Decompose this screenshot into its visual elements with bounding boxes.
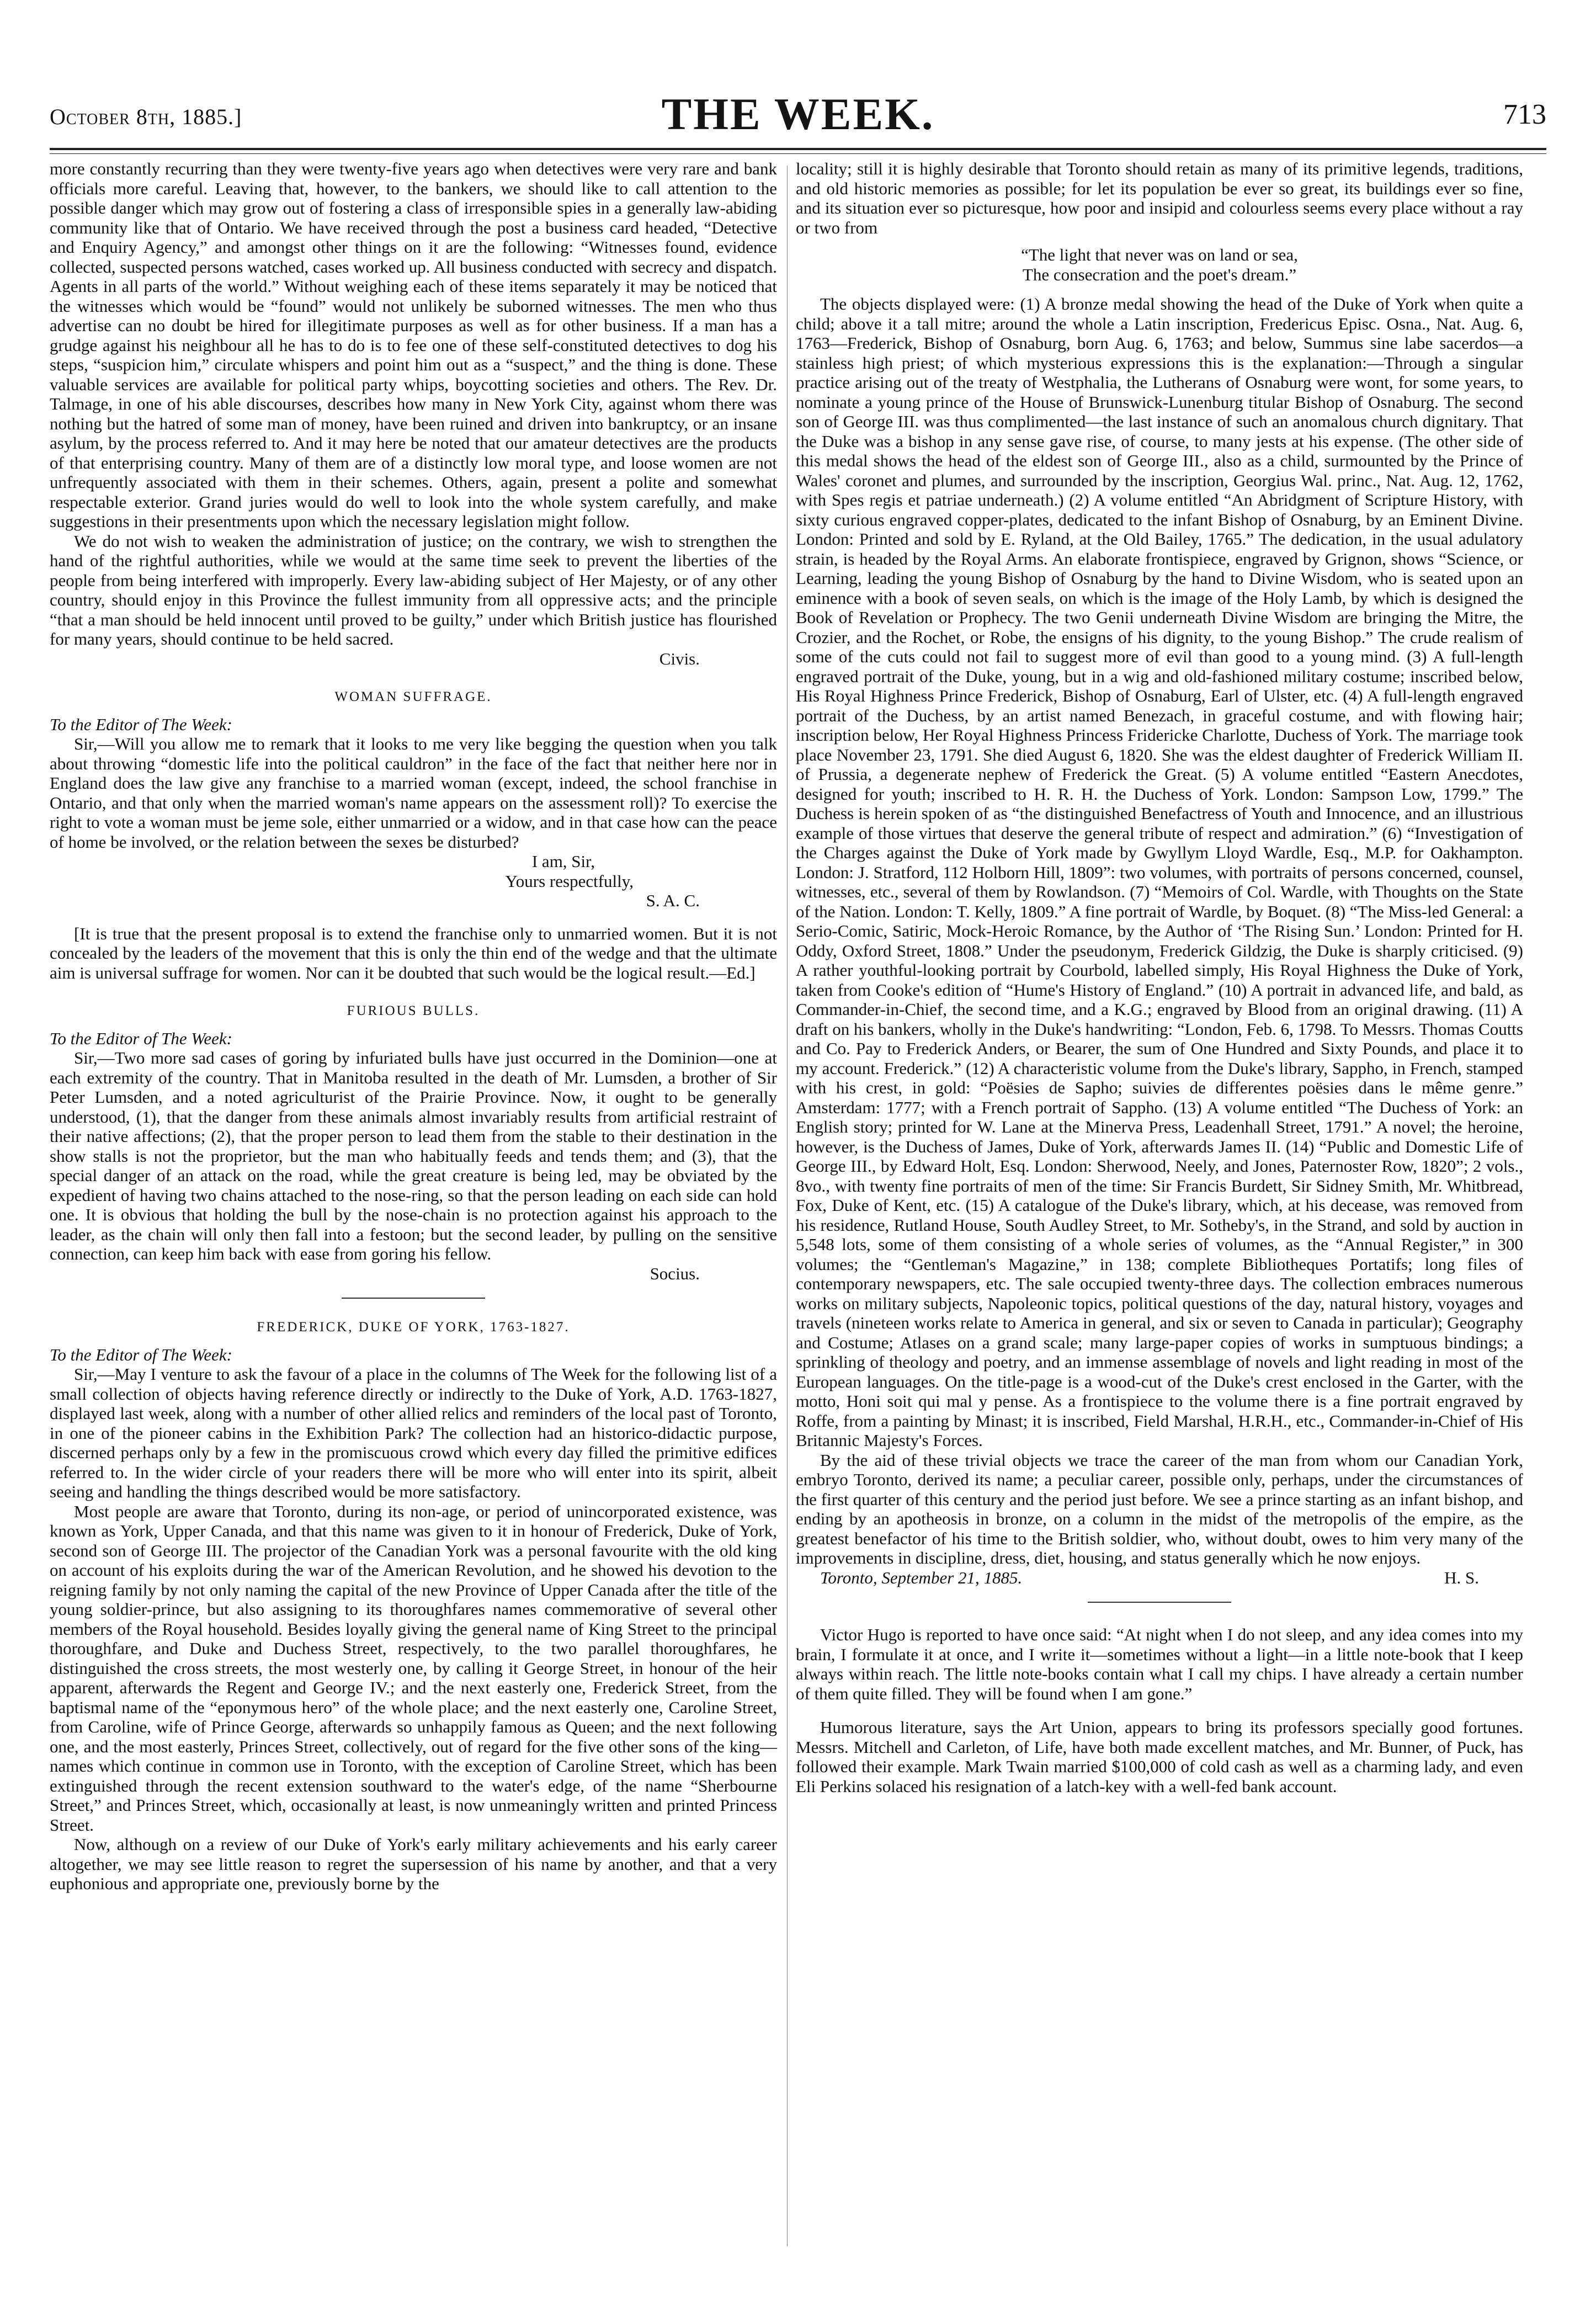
civis-paragraph-2: We do not wish to weaken the administration of justice; on the contrary, we wish to strengthen the hand of the rightful authorities, while we would at the same time seek to prevent the liberties of the people from being interfered with improperly. Every law-abiding subject of Her Majesty, or of any other country, should enjoy in this Province the fullest immunity from all oppressive acts; and the principle “that a man should be held innocent until proved to be guilty,” under which British justice has flourished for many years, should continue to be held sacred. xyxy=(50,531,777,649)
section-divider-right xyxy=(1088,1602,1231,1603)
humorous-literature-item: Humorous literature, says the Art Union, appears to bring its professors specially good fortunes. Messrs. Mitchell and Carleton, of Life, have both made excellent matches, and Mr. Bunner, of Puck, has followed their example. Mark Twain married $100,000 of cold cash as well as a charming lady, and even Eli Perkins solaced his resignation of a latch-key with a well-fed bank account. xyxy=(796,1718,1523,1796)
furious-bulls-signature: Socius. xyxy=(650,1263,700,1283)
civis-signature: Civis. xyxy=(659,649,700,668)
duke-of-york-signature: H. S. xyxy=(1444,1567,1479,1587)
issue-date: October 8th, 1885.] xyxy=(50,104,242,129)
woman-suffrage-salutation: To the Editor of The Week: xyxy=(50,714,232,734)
furious-bulls-salutation: To the Editor of The Week: xyxy=(50,1028,232,1048)
duke-of-york-objects-list: The objects displayed were: (1) A bronze medal showing the head of the Duke of York when quite a child; above it a tall mitre; around the whole a Latin inscription, Fredericus Episc. Osna., Nat. Aug. 6, 1763—Frederick, Bishop of Osnaburg, born Aug. 6, 1763; and below, Summus sine labe sacerdos—a stainless high priest; of which mysterious expressions this is the explanation:—Through a singular practice arising out of the treaty of Westphalia, the Lutherans of Osnaburg were wont, for some years, to nominate a young prince of the House of Brunswick-Lunenburg titular Bishop of Osnaburg. The second son of George III. was thus complimented—the last instance of such an anomalous church dignitary. That the Duke was a bishop in any sense gave rise, of course, to many jests at his expense. (The other side of this medal shows the head of the eldest son of George III., also as a child, surmounted by the Prince of Wales' coronet and plumes, and surrounded by the inscription, Georgius Wal. princ., Nat. Aug. 12, 1762, with Spes regis et patriae underneath.) (2) A volume entitled “An Abridgment of Scripture History, with sixty curious engraved copper-plates, dedicated to the infant Bishop of Osnaburg, by an Eminent Divine. London: Printed and sold by E. Ryland, at the Old Bailey, 1765.” The dedication, in the usual adulatory strain, is headed by the Royal Arms. An elaborate frontispiece, engraved by Grignon, shows “Science, or Learning, leading the young Bishop of Osnaburg by the hand to Divine Wisdom, who is seated upon an eminence with a book of seven seals, on which is the image of the Holy Lamb, by which is designed the Book of Revelation or Prophecy. The two Genii underneath Divine Wisdom are bringing the Mitre, the Crozier, and the Rochet, or Robe, the ensigns of his dignity, to the young Bishop.” The crude realism of some of the cuts could not fail to suggest more of evil than good to a young mind. (3) A full-length engraved portrait of the Duke, young, but in a wig and old-fashioned military costume; inscribed below, His Royal Highness Prince Frederick, Bishop of Osnaburg, Earl of Ulster, etc. (4) A full-length engraved portrait of the Duchess, by an artist named Benezach, in graceful costume, and with flowing hair; inscription below, Her Royal Highness Princess Fridericke Charlotte, Duchess of York. The marriage took place November 23, 1791. She died August 6, 1820. She was the eldest daughter of Frederick William II. of Prussia, a degenerate nephew of Frederick the Great. (5) A volume entitled “Eastern Anecdotes, designed for youth; inscribed to H. R. H. the Duchess of York. London: Sampson Low, 1799.” The Duchess is herein spoken of as “the distinguished Benefactress of Youth and Innocence, and an illustrious example of those virtues that deserve the general tribute of respect and admiration.” (6) “Investigation of the Charges against the Duke of York made by Gwyllym Lloyd Wardle, Esq., M.P. for Oakhampton. London: J. Stratford, 112 Holborn Hill, 1809”: two volumes, with portraits of persons concerned, counsel, witnesses, etc., several of them by Rowlandson. (7) “Memoirs of Col. Wardle, with Thoughts on the State of the Nation. London: T. Kelly, 1809.” A fine portrait of Wardle, by Boquet. (8) “The Miss-led General: a Serio-Comic, Satiric, Mock-Heroic Romance, by the Author of ‘The Rising Sun.’ London: Printed for H. Oddy, Oxford Street, 1808.” Under the pseudonym, Frederick Gildzig, the Duke is sharply criticised. (9) A rather youthful-looking portrait by Courbold, labelled simply, His Royal Highness the Duke of York, taken from Cooke's edition of “Hume's History of England.” (10) A portrait in advanced life, and bald, as Commander-in-Chief, the second time, and a K.G.; engraved by Blood from an original drawing. (11) A draft on his bankers, wholly in the Duke's handwriting: “London, Feb. 6, 1798. To Messrs. Thomas Coutts and Co. Pay to Frederick Anders, or Bearer, the sum of One Hundred and Sixty Pounds, and place it to my account. Frederick.” (12) A characteristic volume from the Duke's library, Sappho, in French, stamped with his crest, in gold: “Poësies de Sapho; suivies de differentes poësies dans le même genre.” Amsterdam: 1777; with a French portrait of Sappho. (13) A volume entitled “The Duchess of York: an English story; printed for W. Lane at the Minerva Press, Leadenhall Street, 1791.” A novel; the heroine, however, is the Duchess of James, Duke of York, afterwards James II. (14) “Public and Domestic Life of George III., by Edward Holt, Esq. London: Sherwood, Neely, and Jones, Paternoster Row, 1820”; 2 vols., 8vo., with twenty fine portraits of men of the time: Sir Francis Burdett, Sir Sidney Smith, Mr. Whitbread, Fox, Duke of Kent, etc. (15) A catalogue of the Duke's library, which, at his decease, was removed from his residence, Rutland House, South Audley Street, to Mr. Sotheby's, in the Strand, and sold by auction in 5,548 lots, some of them consisting of a whole series of volumes, as the “Annual Register,” in 300 volumes; the “Gentleman's Magazine,” in 138; complete Bibliotheques Portatifs; long files of contemporary newspapers, etc. The sale occupied twenty-three days. The collection embraces numerous works on military subjects, Napoleonic topics, political questions of the day, natural history, voyages and travels (nineteen works relate to America in general, and six or seven to Canada in particular); Geography and Costume; Atlases on a grand scale; many large-paper copies of works in sumptuous bindings; a sprinkling of theology and poetry, and an immense assemblage of novels and light reading in most of the European languages. On the title-page is a wood-cut of the Duke's crest enclosed in the Garter, with the motto, Honi soit qui mal y pense. As a frontispiece to the volume there is a fine portrait engraved by Roffe, from a painting by Minast; it is inscribed, Field Marshal, H.R.H., etc., Commander-in-Chief of His Britannic Majesty's Forces. xyxy=(796,294,1523,1450)
furious-bulls-title: FURIOUS BULLS. xyxy=(347,1003,480,1018)
left-column xyxy=(50,159,777,1894)
duke-of-york-dateline: Toronto, September 21, 1885. xyxy=(820,1567,1023,1587)
page-header xyxy=(50,83,1546,143)
victor-hugo-item: Victor Hugo is reported to have once said: “At night when I do not sleep, and any idea comes into my brain, I formulate it at once, and I write it—sometimes without a light—in a little note-book that I keep always within reach. The little note-books contain what I call my chips. I have already a certain number of them quite filled. They will be found when I am gone.” xyxy=(796,1625,1523,1703)
right-column xyxy=(796,159,1523,1796)
woman-suffrage-letter: Sir,—Will you allow me to remark that it looks to me very like begging the question when you talk about throwing “domestic life into the political cauldron” in the face of the fact that neither here nor in England does the law give any franchise to a married woman (except, indeed, the school franchise in Ontario, and that only when the married woman's name appears on the assessment roll)? To exercise the right to vote a woman must be jeme sole, either unmarried or a widow, and in that case how can the peace of home be involved, or the relation between the sexes be disturbed? xyxy=(50,734,777,852)
masthead: THE WEEK. xyxy=(661,89,935,139)
poem-line-2: The consecration and the poet's dream.” xyxy=(1022,264,1297,284)
woman-suffrage-title: WOMAN SUFFRAGE. xyxy=(334,689,492,704)
furious-bulls-letter: Sir,—Two more sad cases of goring by infuriated bulls have just occurred in the Dominion—one at each extremity of the country. That in Manitoba resulted in the death of Mr. Lumsden, a brother of Sir Peter Lumsden, and a noted agriculturist of the Prairie Province. Now, it ought to be generally understood, (1), that the danger from these animals almost invariably results from artificial restraint of their native affections; (2), that the proper person to lead them from the stable to their destination in the show stalls is not the proprietor, but the man who habitually feeds and tends them; and (3), that the special danger of an attack on the road, while the great creature is being led, may be obviated by the expedient of having two chains attached to the nose-ring, so that the person leading on each side can hold one. It is obvious that holding the bull by the nose-chain is no protection against his approach to the leader, as the chain will only then fall into a festoon; but the second leader, by pulling on the sensitive connection, can keep him back with ease from goring his fellow. xyxy=(50,1048,777,1263)
header-rule-thin xyxy=(50,153,1546,154)
poem-line-1: “The light that never was on land or sea, xyxy=(1021,245,1298,264)
woman-suffrage-closing-2: Yours respectfully, xyxy=(505,871,634,891)
section-divider xyxy=(342,1298,485,1299)
duke-of-york-paragraph-2: Most people are aware that Toronto, during its non-age, or period of unincorporated existence, was known as York, Upper Canada, and that this name was given to it in honour of Frederick, Duke of York, second son of George III. The projector of the Canadian York was a personal favourite with the old king on account of his exploits during the war of the American Revolution, and he showed his devotion to the reigning family by not only naming the capital of the new Province of Upper Canada after the title of the young soldier-prince, but also assigning to its thoroughfares names commemorative of several other members of the Royal household. Besides loyally giving the general name of King Street to the principal thoroughfare, and Duke and Duchess Street, respectively, to the two parallel thoroughfares, he distinguished the cross streets, the most westerly one, by calling it George Street, in honour of the heir apparent, afterwards the Regent and George IV.; and the next easterly one, Frederick Street, from the baptismal name of the “eponymous hero” of the whole place; and the next easterly one, Caroline Street, from Caroline, wife of Prince George, afterwards so unhappily famous as Queen; and the next following one, and the most easterly, Princes Street, collectively, out of regard for the five other sons of the king—names which continue in common use in Toronto, with the exception of Caroline Street, which has been extinguished through the recent extension southward to the water's edge, of the name “Sherbourne Street,” and Princes Street, which, occasionally at least, is now unmeaningly written and printed Princess Street. xyxy=(50,1501,777,1835)
poem-quote xyxy=(796,245,1523,284)
editor-note: [It is true that the present proposal is to extend the franchise only to unmarried women. But it is not concealed by the leaders of the movement that this is only the thin end of the wedge and that the ultimate aim is universal suffrage for women. Nor can it be doubted that such would be the logical result.—Ed.] xyxy=(50,923,777,982)
duke-of-york-salutation: To the Editor of The Week: xyxy=(50,1344,232,1364)
column-divider xyxy=(787,166,788,2246)
duke-of-york-paragraph-1: Sir,—May I venture to ask the favour of a place in the columns of The Week for the following list of a small collection of objects having reference directly or indirectly to the Duke of York, A.D. 1763-1827, displayed last week, along with a number of other allied relics and reminders of the local past of Toronto, in one of the pioneer cabins in the Exhibition Park? The collection had an historico-didactic purpose, discerned perhaps only by a few in the promiscuous crowd which every day filled the primitive edifices referred to. In the wider circle of your readers there will be more who will enter into its spirit, albeit seeing and handling the things described would be more satisfactory. xyxy=(50,1364,777,1501)
civis-paragraph-1: more constantly recurring than they were twenty-five years ago when detectives were very rare and bank officials more careful. Leaving that, however, to the bankers, we should like to call attention to the possible danger which may grow out of fostering a class of irresponsible spies in a generally law-abiding community like that of Ontario. We have received through the post a business card headed, “Detective and Enquiry Agency,” and amongst other things on it are the following: “Witnesses found, evidence collected, suspected persons watched, cases worked up. All business conducted with secrecy and dispatch. Agents in all parts of the world.” Without weighing each of these items separately it may be noticed that the witnesses which would be “found” would not unlikely be suborned witnesses. The men who thus advertise can no doubt be hired for illegitimate purposes as well as for other business. If a man has a grudge against his neighbour all he has to do is to fee one of these self-constituted detectives to dog his steps, “suspicion him,” circulate whispers and point him out as a “suspect,” and the thing is done. These valuable services are available for political party whips, boycotting societies and others. The Rev. Dr. Talmage, in one of his able discourses, describes how many in New York City, against whom there was nothing but the hatred of some man of money, have been ruined and driven into bankruptcy, or an insane asylum, by the process referred to. And it may here be noted that our amateur detectives are the products of that enterprising country. Many of them are of a distinctly low moral type, and loose women are not unfrequently associated with them in their schemes. Others, again, present a polite and somewhat respectable exterior. Grand juries would do well to look into the whole system carefully, and make suggestions in their presentments upon which the necessary legislation might follow. xyxy=(50,159,777,531)
duke-of-york-paragraph-6: By the aid of these trivial objects we trace the career of the man from whom our Canadian York, embryo Toronto, derived its name; a peculiar career, possible only, perhaps, under the circumstances of the first quarter of this century and the period just before. We see a prince starting as an infant bishop, and ending by an apotheosis in bronze, on a column in the midst of the metropolis of the empire, as the greatest benefactor of his time to the British soldier, who, without doubt, owes to him very many of the improvements in discipline, dress, diet, housing, and status generally which he now enjoys. xyxy=(796,1450,1523,1567)
header-rule xyxy=(50,148,1546,150)
duke-of-york-signoff xyxy=(796,1568,1523,1588)
woman-suffrage-closing-1: I am, Sir, xyxy=(531,852,595,871)
page-number: 713 xyxy=(1503,99,1546,130)
duke-of-york-paragraph-4: locality; still it is highly desirable that Toronto should retain as many of its primitive legends, traditions, and old historic memories as possible; for let its population be ever so great, its buildings ever so fine, and its situation ever so picturesque, how poor and insipid and colourless seems every place without a ray or two from xyxy=(796,159,1523,237)
duke-of-york-paragraph-3: Now, although on a review of our Duke of York's early military achievements and his early career altogether, we may see little reason to regret the supersession of his name by another, and that a very euphonious and appropriate one, previously borne by the xyxy=(50,1835,777,1893)
woman-suffrage-signature: S. A. C. xyxy=(646,891,700,910)
duke-of-york-title: FREDERICK, DUKE OF YORK, 1763-1827. xyxy=(257,1320,570,1335)
